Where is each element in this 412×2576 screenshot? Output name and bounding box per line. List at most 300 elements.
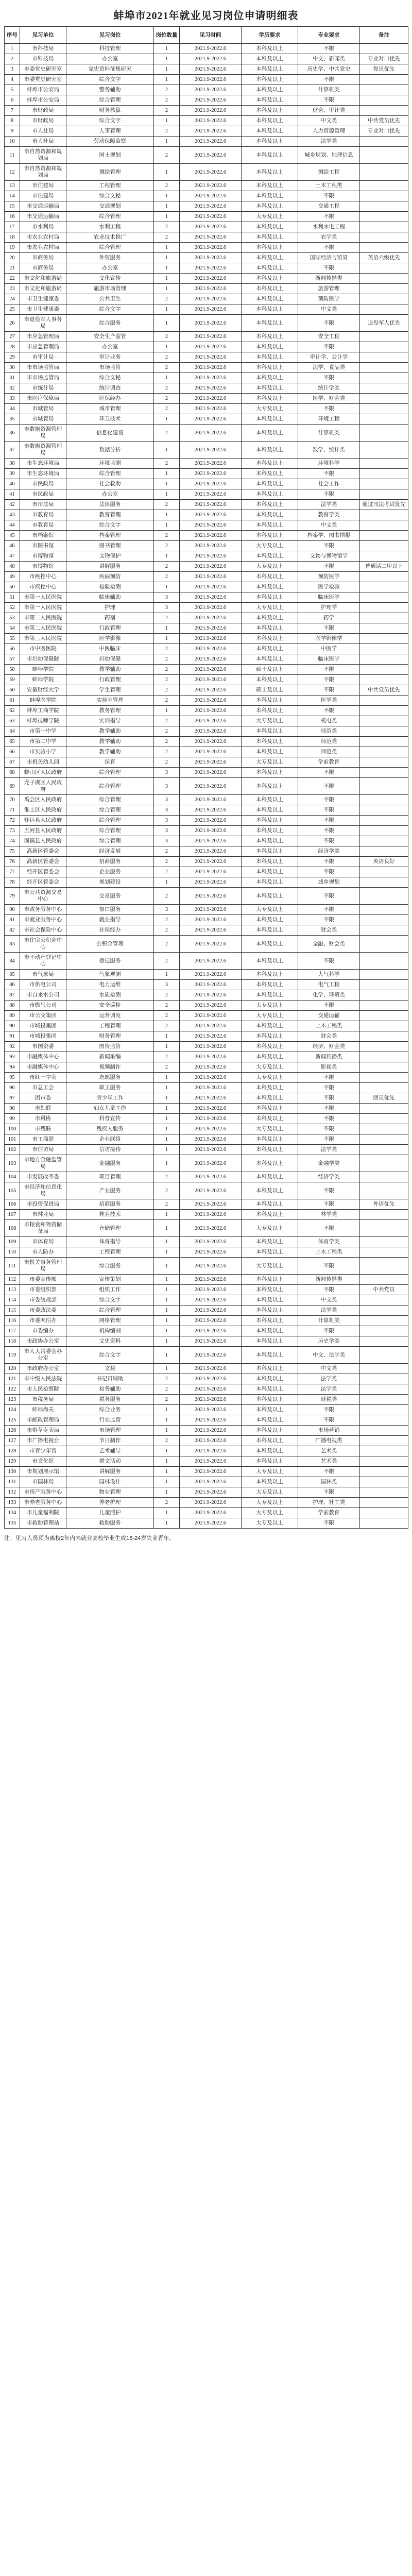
cell-no: 63 — [5, 716, 20, 726]
table-row — [5, 263, 408, 274]
cell-post: 数据分析 — [66, 442, 154, 459]
cell-time: 2021.9-2022.6 — [180, 1104, 242, 1114]
cell-note — [360, 1518, 408, 1529]
cell-no: 48 — [5, 562, 20, 572]
cell-no: 78 — [5, 877, 20, 888]
cell-count: 1 — [154, 315, 180, 332]
cell-education: 本科及以上 — [242, 147, 298, 164]
cell-time: 2021.9-2022.6 — [180, 685, 242, 696]
cell-major: 土木工程类 — [298, 181, 360, 191]
cell-major: 不限 — [298, 685, 360, 696]
cell-no: 31 — [5, 373, 20, 383]
cell-education: 本科及以上 — [242, 263, 298, 274]
cell-education: 本科及以上 — [242, 181, 298, 191]
cell-count: 1 — [154, 164, 180, 181]
cell-note — [360, 1374, 408, 1384]
table-row — [5, 1295, 408, 1306]
table-row — [5, 394, 408, 404]
cell-education: 本科及以上 — [242, 706, 298, 716]
cell-time: 2021.9-2022.6 — [180, 489, 242, 500]
cell-count: 1 — [154, 489, 180, 500]
cell-count: 1 — [154, 1042, 180, 1052]
cell-post: 国土规划 — [66, 147, 154, 164]
cell-education: 本科及以上 — [242, 1384, 298, 1395]
table-row — [5, 795, 408, 805]
cell-post: 体育指导 — [66, 1237, 154, 1247]
table-row — [5, 520, 408, 531]
cell-no: 119 — [5, 1347, 20, 1364]
cell-time: 2021.9-2022.6 — [180, 201, 242, 212]
table-row — [5, 1498, 408, 1508]
cell-post: 综合管理 — [66, 778, 154, 795]
cell-unit: 蚌埠技师学院 — [20, 716, 66, 726]
table-row — [5, 634, 408, 644]
cell-post: 组织工作 — [66, 1285, 154, 1295]
table-row — [5, 1336, 408, 1347]
cell-count: 2 — [154, 1395, 180, 1405]
cell-time: 2021.9-2022.6 — [180, 116, 242, 126]
cell-count: 2 — [154, 1001, 180, 1011]
cell-count: 1 — [154, 1508, 180, 1518]
cell-unit: 市中医医院 — [20, 644, 66, 654]
table-row — [5, 1042, 408, 1052]
cell-unit: 蚌埠医学院 — [20, 696, 66, 706]
cell-count: 3 — [154, 905, 180, 915]
cell-post: 网络管理 — [66, 1316, 154, 1326]
cell-no: 55 — [5, 634, 20, 644]
cell-post: 教学辅助 — [66, 726, 154, 737]
cell-post: 实训指导 — [66, 716, 154, 726]
cell-note — [360, 582, 408, 592]
cell-unit: 市教育局 — [20, 520, 66, 531]
cell-post: 国资监管 — [66, 1042, 154, 1052]
cell-note — [360, 1073, 408, 1083]
cell-education: 本科及以上 — [242, 383, 298, 394]
table-row — [5, 696, 408, 706]
cell-education: 硕士及以上 — [242, 685, 298, 696]
cell-education: 本科及以上 — [242, 644, 298, 654]
cell-note — [360, 915, 408, 925]
table-row — [5, 654, 408, 665]
cell-post: 交易服务 — [66, 888, 154, 905]
cell-note — [360, 696, 408, 706]
cell-unit: 市生态环境局 — [20, 459, 66, 469]
cell-unit: 市妇联 — [20, 1104, 66, 1114]
cell-unit: 市自来水公司 — [20, 990, 66, 1001]
table-row — [5, 181, 408, 191]
cell-education: 本科及以上 — [242, 1052, 298, 1062]
cell-unit: 市卫生健康委 — [20, 294, 66, 304]
cell-no: 92 — [5, 1042, 20, 1052]
cell-no: 125 — [5, 1415, 20, 1426]
cell-time: 2021.9-2022.6 — [180, 857, 242, 867]
cell-post: 园林设计 — [66, 1477, 154, 1487]
cell-major: 不限 — [298, 1285, 360, 1295]
cell-time: 2021.9-2022.6 — [180, 1083, 242, 1093]
cell-no: 127 — [5, 1436, 20, 1446]
table-row — [5, 1395, 408, 1405]
cell-count: 3 — [154, 816, 180, 826]
cell-note — [360, 877, 408, 888]
cell-note — [360, 1436, 408, 1446]
cell-no: 132 — [5, 1487, 20, 1498]
cell-major: 历史学、中共党史 — [298, 64, 360, 75]
cell-post: 规划建设 — [66, 877, 154, 888]
cell-note — [360, 623, 408, 634]
cell-unit: 市第一人民医院 — [20, 603, 66, 613]
cell-no: 38 — [5, 459, 20, 469]
cell-note — [360, 363, 408, 373]
cell-post: 农业技术推广 — [66, 232, 154, 243]
cell-note — [360, 520, 408, 531]
table-row — [5, 95, 408, 106]
cell-note — [360, 342, 408, 352]
table-row — [5, 1031, 408, 1042]
cell-time: 2021.9-2022.6 — [180, 191, 242, 201]
cell-major: 不限 — [298, 243, 360, 253]
cell-education: 本科及以上 — [242, 1134, 298, 1145]
cell-note — [360, 836, 408, 846]
cell-time: 2021.9-2022.6 — [180, 1295, 242, 1306]
cell-time: 2021.9-2022.6 — [180, 1415, 242, 1426]
cell-count: 2 — [154, 757, 180, 768]
cell-major: 文物与博物馆学 — [298, 551, 360, 562]
cell-no: 32 — [5, 383, 20, 394]
cell-count: 2 — [154, 500, 180, 510]
cell-post: 新闻采编 — [66, 1052, 154, 1062]
cell-unit: 市人防办 — [20, 1247, 66, 1258]
cell-no: 47 — [5, 551, 20, 562]
cell-education: 本科及以上 — [242, 836, 298, 846]
table-row — [5, 953, 408, 970]
cell-count: 1 — [154, 1275, 180, 1285]
cell-major: 计算机类 — [298, 1316, 360, 1326]
cell-no: 89 — [5, 1011, 20, 1021]
cell-post: 综合业务 — [66, 1405, 154, 1415]
table-row — [5, 1285, 408, 1295]
cell-education: 本科及以上 — [242, 332, 298, 342]
cell-major: 电气工程 — [298, 980, 360, 990]
cell-major: 新闻传播类 — [298, 1275, 360, 1285]
cell-education: 本科及以上 — [242, 126, 298, 137]
cell-no: 86 — [5, 980, 20, 990]
cell-no: 5 — [5, 85, 20, 95]
cell-education: 本科及以上 — [242, 737, 298, 747]
cell-count: 1 — [154, 520, 180, 531]
cell-time: 2021.9-2022.6 — [180, 562, 242, 572]
table-row — [5, 304, 408, 315]
cell-no: 112 — [5, 1275, 20, 1285]
cell-major: 不限 — [298, 826, 360, 836]
cell-unit: 市第三人民医院 — [20, 634, 66, 644]
table-body — [5, 44, 408, 1529]
cell-time: 2021.9-2022.6 — [180, 147, 242, 164]
cell-time: 2021.9-2022.6 — [180, 836, 242, 846]
cell-major: 不限 — [298, 1405, 360, 1415]
cell-education: 大专及以上 — [242, 905, 298, 915]
cell-note — [360, 592, 408, 603]
cell-count: 2 — [154, 857, 180, 867]
cell-education: 本科及以上 — [242, 274, 298, 284]
cell-time: 2021.9-2022.6 — [180, 469, 242, 479]
cell-no: 61 — [5, 696, 20, 706]
cell-note — [360, 284, 408, 294]
cell-note — [360, 888, 408, 905]
cell-post: 就业指导 — [66, 915, 154, 925]
cell-no: 1 — [5, 44, 20, 54]
cell-education: 本科及以上 — [242, 489, 298, 500]
cell-note: 中共党员优先 — [360, 116, 408, 126]
cell-no: 126 — [5, 1426, 20, 1436]
cell-unit: 市就业服务中心 — [20, 915, 66, 925]
cell-major: 城乡规划、地理信息 — [298, 147, 360, 164]
cell-count: 2 — [154, 1498, 180, 1508]
cell-education: 本科及以上 — [242, 1415, 298, 1426]
cell-time: 2021.9-2022.6 — [180, 1114, 242, 1124]
cell-education: 大专及以上 — [242, 603, 298, 613]
cell-note — [360, 816, 408, 826]
cell-post: 林业技术 — [66, 1210, 154, 1220]
cell-count: 1 — [154, 137, 180, 147]
cell-education: 大专及以上 — [242, 1508, 298, 1518]
cell-no: 106 — [5, 1199, 20, 1210]
cell-count: 2 — [154, 332, 180, 342]
header-no: 序号 — [5, 27, 20, 44]
cell-major: 水利水电工程 — [298, 222, 360, 232]
cell-no: 101 — [5, 1134, 20, 1145]
cell-post: 综合管理 — [66, 212, 154, 222]
cell-post: 公共卫生 — [66, 294, 154, 304]
cell-major: 法学类 — [298, 1145, 360, 1155]
cell-no: 23 — [5, 284, 20, 294]
cell-time: 2021.9-2022.6 — [180, 106, 242, 116]
cell-unit: 蚌埠学院 — [20, 665, 66, 675]
cell-unit: 市财政局 — [20, 106, 66, 116]
cell-time: 2021.9-2022.6 — [180, 263, 242, 274]
cell-count: 1 — [154, 64, 180, 75]
cell-post: 教学辅助 — [66, 747, 154, 757]
cell-post: 人事管理 — [66, 126, 154, 137]
cell-education: 硕士及以上 — [242, 665, 298, 675]
cell-count: 1 — [154, 1306, 180, 1316]
cell-education: 本科及以上 — [242, 1199, 298, 1210]
cell-no: 94 — [5, 1062, 20, 1073]
cell-no: 11 — [5, 147, 20, 164]
cell-time: 2021.9-2022.6 — [180, 634, 242, 644]
cell-major: 不限 — [298, 404, 360, 414]
table-row — [5, 1436, 408, 1446]
positions-table — [4, 26, 408, 1529]
cell-major: 机电类 — [298, 716, 360, 726]
cell-education: 本科及以上 — [242, 582, 298, 592]
cell-post: 综合服务 — [66, 315, 154, 332]
cell-no: 124 — [5, 1405, 20, 1415]
cell-time: 2021.9-2022.6 — [180, 1446, 242, 1456]
cell-post: 产业服务 — [66, 1182, 154, 1199]
cell-note — [360, 644, 408, 654]
cell-no: 20 — [5, 253, 20, 263]
cell-education: 本科及以上 — [242, 1042, 298, 1052]
cell-education: 本科及以上 — [242, 442, 298, 459]
cell-major: 交通工程 — [298, 201, 360, 212]
cell-post: 财务管理 — [66, 1031, 154, 1042]
cell-post: 综合文字 — [66, 116, 154, 126]
cell-unit: 市第二人民医院 — [20, 613, 66, 623]
cell-major: 中文类 — [298, 1295, 360, 1306]
cell-count: 2 — [154, 1182, 180, 1199]
cell-major: 计算机类 — [298, 425, 360, 442]
table-row — [5, 404, 408, 414]
cell-note — [360, 304, 408, 315]
cell-major: 不限 — [298, 778, 360, 795]
cell-major: 广播电视类 — [298, 1436, 360, 1446]
cell-note — [360, 706, 408, 716]
cell-time: 2021.9-2022.6 — [180, 181, 242, 191]
cell-major: 化学、环境类 — [298, 990, 360, 1001]
cell-post: 综合管理 — [66, 795, 154, 805]
cell-no: 99 — [5, 1114, 20, 1124]
cell-count: 2 — [154, 404, 180, 414]
cell-note — [360, 1172, 408, 1182]
cell-major: 法学类 — [298, 1374, 360, 1384]
table-row — [5, 54, 408, 64]
cell-education: 本科及以上 — [242, 469, 298, 479]
cell-unit: 市疾控中心 — [20, 582, 66, 592]
cell-post: 实验室管理 — [66, 696, 154, 706]
table-row — [5, 857, 408, 867]
cell-unit: 龙子湖区人民政府 — [20, 778, 66, 795]
cell-education: 本科及以上 — [242, 696, 298, 706]
cell-education: 大专及以上 — [242, 1011, 298, 1021]
cell-count: 2 — [154, 737, 180, 747]
cell-education: 本科及以上 — [242, 1031, 298, 1042]
cell-count: 1 — [154, 1456, 180, 1467]
cell-note — [360, 1295, 408, 1306]
cell-no: 41 — [5, 489, 20, 500]
cell-count: 1 — [154, 1124, 180, 1134]
cell-education: 本科及以上 — [242, 623, 298, 634]
table-row — [5, 613, 408, 623]
cell-major: 不限 — [298, 95, 360, 106]
cell-major: 经济、财会类 — [298, 1042, 360, 1052]
cell-count: 1 — [154, 1477, 180, 1487]
cell-count: 1 — [154, 75, 180, 85]
table-row — [5, 846, 408, 857]
table-row — [5, 363, 408, 373]
cell-post: 工程管理 — [66, 1021, 154, 1031]
cell-major: 艺术类 — [298, 1446, 360, 1456]
cell-no: 16 — [5, 212, 20, 222]
cell-time: 2021.9-2022.6 — [180, 757, 242, 768]
cell-count: 2 — [154, 106, 180, 116]
cell-unit: 市人大常委会办公室 — [20, 1347, 66, 1364]
cell-no: 81 — [5, 915, 20, 925]
cell-post: 警务辅助 — [66, 85, 154, 95]
cell-count: 1 — [154, 582, 180, 592]
cell-post: 文秘 — [66, 1364, 154, 1374]
cell-major: 体育学类 — [298, 1237, 360, 1247]
cell-unit: 市融媒体中心 — [20, 1062, 66, 1073]
cell-post: 文物保护 — [66, 551, 154, 562]
cell-no: 18 — [5, 232, 20, 243]
cell-post: 检务辅助 — [66, 1384, 154, 1395]
table-row — [5, 1093, 408, 1104]
cell-education: 本科及以上 — [242, 531, 298, 541]
table-row — [5, 1384, 408, 1395]
table-row — [5, 75, 408, 85]
cell-unit: 市不动产登记中心 — [20, 953, 66, 970]
cell-count: 2 — [154, 383, 180, 394]
table-row — [5, 706, 408, 716]
table-row — [5, 332, 408, 342]
cell-post: 养老护理 — [66, 1498, 154, 1508]
table-row — [5, 1011, 408, 1021]
cell-count: 2 — [154, 1011, 180, 1021]
cell-post: 办公室 — [66, 342, 154, 352]
table-row — [5, 1182, 408, 1199]
cell-time: 2021.9-2022.6 — [180, 867, 242, 877]
cell-post: 办公室 — [66, 263, 154, 274]
cell-time: 2021.9-2022.6 — [180, 541, 242, 551]
cell-note — [360, 212, 408, 222]
cell-major: 不限 — [298, 1001, 360, 1011]
cell-major: 不限 — [298, 816, 360, 826]
cell-no: 62 — [5, 706, 20, 716]
cell-unit: 五河县人民政府 — [20, 826, 66, 836]
header-education: 学历要求 — [242, 27, 298, 44]
cell-note — [360, 1326, 408, 1336]
cell-education: 本科及以上 — [242, 425, 298, 442]
table-row — [5, 737, 408, 747]
cell-education: 本科及以上 — [242, 816, 298, 826]
cell-post: 教务管理 — [66, 706, 154, 716]
cell-count: 1 — [154, 284, 180, 294]
cell-major: 中医学 — [298, 644, 360, 654]
cell-no: 76 — [5, 857, 20, 867]
cell-note — [360, 95, 408, 106]
cell-count: 2 — [154, 675, 180, 685]
cell-note — [360, 274, 408, 284]
cell-major: 林学类 — [298, 1210, 360, 1220]
cell-no: 14 — [5, 191, 20, 201]
cell-post: 信访接待 — [66, 1145, 154, 1155]
cell-count: 2 — [154, 95, 180, 106]
cell-unit: 市融媒体中心 — [20, 1052, 66, 1062]
table-row — [5, 685, 408, 696]
cell-time: 2021.9-2022.6 — [180, 805, 242, 816]
cell-unit: 市自然资源和规划局 — [20, 147, 66, 164]
cell-count: 1 — [154, 1145, 180, 1155]
cell-unit: 市妇幼保健院 — [20, 654, 66, 665]
table-row — [5, 716, 408, 726]
cell-count: 1 — [154, 706, 180, 716]
table-row — [5, 1220, 408, 1237]
table-row — [5, 1247, 408, 1258]
cell-time: 2021.9-2022.6 — [180, 363, 242, 373]
cell-post: 保育 — [66, 757, 154, 768]
cell-unit: 市民政局 — [20, 479, 66, 489]
cell-unit: 高新区管委会 — [20, 846, 66, 857]
cell-major: 教育学类 — [298, 510, 360, 520]
cell-count: 1 — [154, 304, 180, 315]
cell-note — [360, 805, 408, 816]
cell-note — [360, 479, 408, 489]
cell-no: 111 — [5, 1258, 20, 1275]
cell-count: 1 — [154, 414, 180, 425]
cell-count: 2 — [154, 562, 180, 572]
cell-count: 1 — [154, 1326, 180, 1336]
cell-note — [360, 970, 408, 980]
